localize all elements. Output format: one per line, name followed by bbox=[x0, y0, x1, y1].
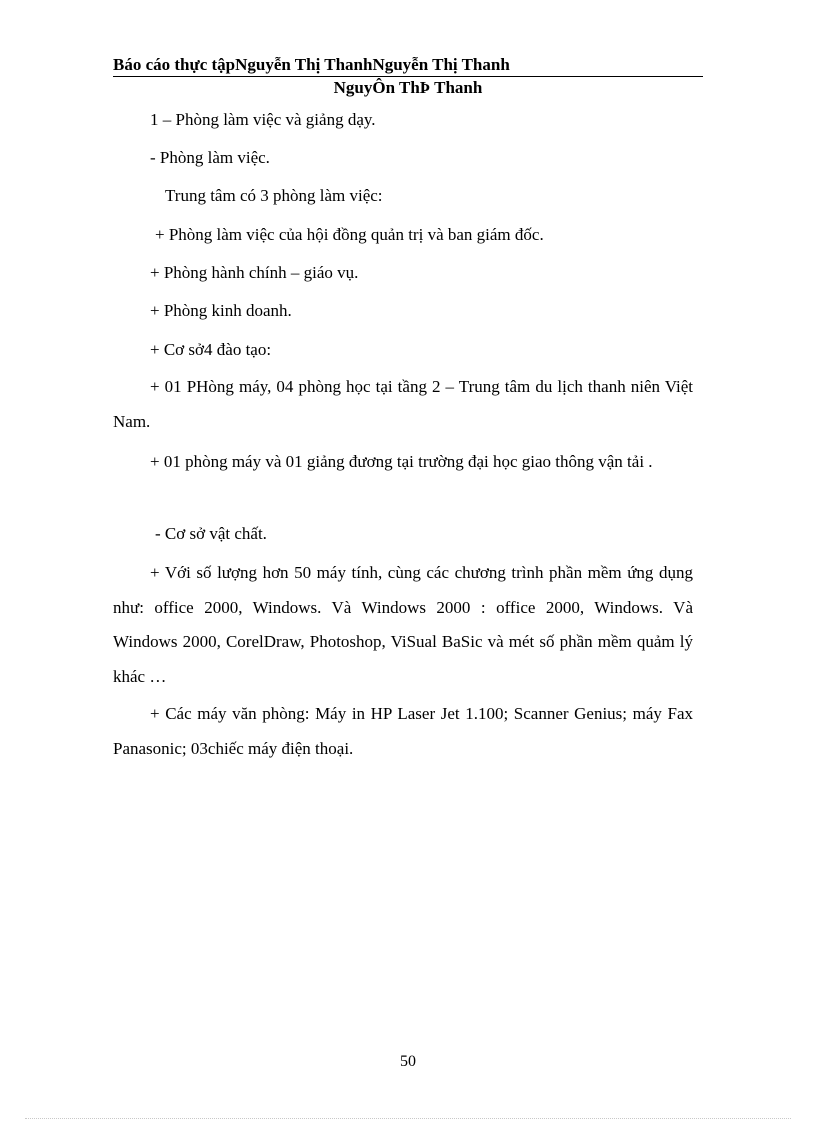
list-item-admin-room: + Phòng hành chính – giáo vụ. bbox=[150, 263, 359, 282]
list-item-board-room: + Phòng làm việc của hội đồng quản trị và ban giám đốc. bbox=[155, 225, 544, 244]
paragraph-center-rooms: Trung tâm có 3 phòng làm việc: bbox=[165, 186, 383, 205]
paragraph-transport-university: + 01 phòng máy và 01 giảng đương tại trường đại học giao thông vận tải . bbox=[150, 452, 653, 471]
header-title: Báo cáo thực tậpNguyễn Thị ThanhNguyễn Thị Thanh bbox=[113, 55, 703, 77]
page-bottom-divider bbox=[25, 1118, 791, 1119]
list-item-business-room: + Phòng kinh doanh. bbox=[150, 301, 292, 320]
page-number: 50 bbox=[400, 1053, 416, 1070]
paragraph-facilities-heading: - Cơ sở vật chất. bbox=[155, 524, 267, 543]
page-header bbox=[113, 55, 703, 98]
paragraph-computers-software: + Với số lượng hơn 50 máy tính, cùng các chương trình phần mềm ứng dụng như: office 2000, Windows. Và Windows 2000 : office 2000, Windows. Và Windows 2000, CorelDraw, Photoshop, ViSual BaSic và mét số phần mềm quảm lý khác … bbox=[113, 563, 693, 686]
paragraph-office-equipment: + Các máy văn phòng: Máy in HP Laser Jet 1.100; Scanner Genius; máy Fax Panasonic; 03chiếc máy điện thoại. bbox=[113, 704, 693, 758]
list-item-training-facilities: + Cơ sở4 đào tạo: bbox=[150, 340, 272, 359]
paragraph-office-rooms: - Phòng làm việc. bbox=[150, 148, 270, 167]
header-author: NguyÔn ThÞ Thanh bbox=[333, 78, 483, 97]
paragraph-computer-room: + 01 PHòng máy, 04 phòng học tại tầng 2 – Trung tâm du lịch thanh niên Việt Nam. bbox=[113, 377, 693, 431]
paragraph-heading: 1 – Phòng làm việc và giảng dạy. bbox=[150, 110, 376, 129]
